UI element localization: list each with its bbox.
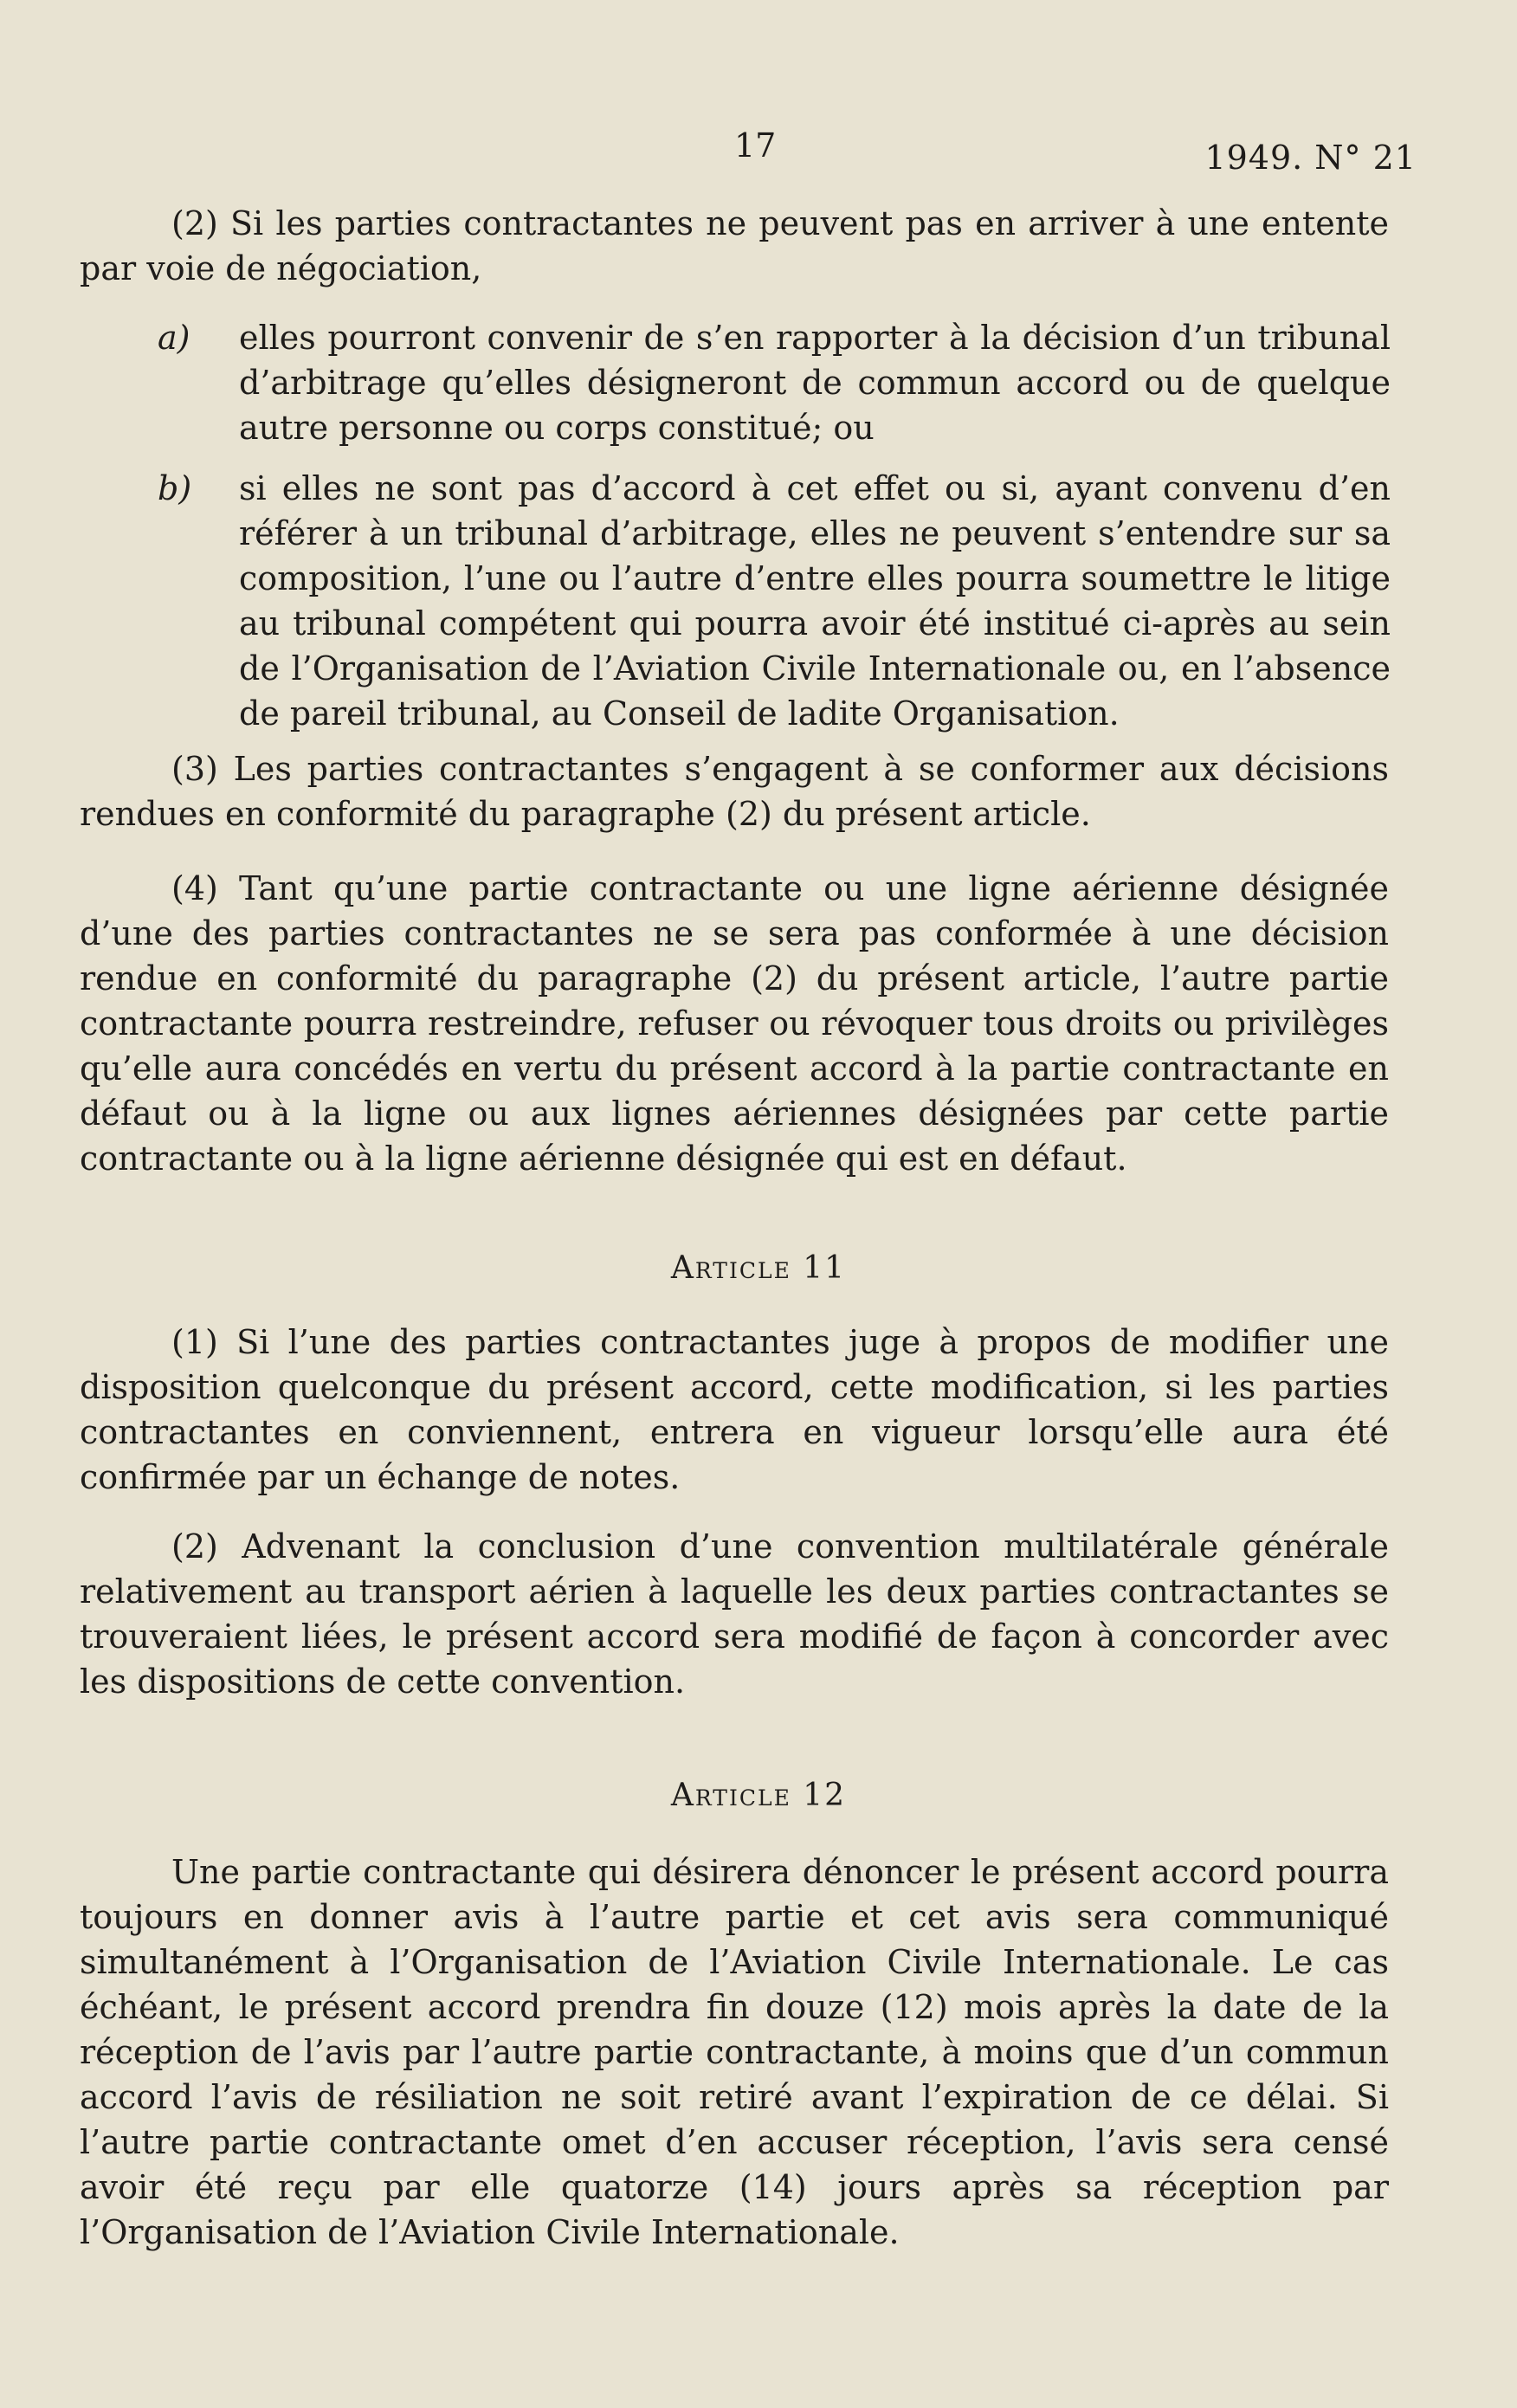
paragraph-3: (3) Les parties contractantes s’engagent à se conformer aux décisions rendues en conformité du paragraphe (2) du présent article. (80, 750, 1389, 833)
item-text-a: elles pourront convenir de s’en rapporter à la décision d’un tribunal d’arbitrage qu’elles désigneront de commun accord ou de quelque autre personne ou corps constitué; ou (239, 319, 1391, 447)
article-11-paragraph-2: (2) Advenant la conclusion d’une convention multilatérale générale relativement au transport aérien à laquelle les deux parties contractantes se trouveraient liées, le présent accord sera modifié de façon à concorder avec les dispositions de cette convention. (80, 1527, 1389, 1701)
article-11-paragraph-1: (1) Si l’une des parties contractantes juge à propos de modifier une disposition quelconque du présent accord, cette modification, si les parties contractantes en conviennent, entrera en vigueur lorsqu’elle aura été confirmée par un échange de notes. (80, 1323, 1389, 1496)
page-number: 17 (734, 126, 777, 165)
article-12-paragraph-1: Une partie contractante qui désirera dénoncer le présent accord pourra toujours en donner avis à l’autre partie et cet avis sera communiqué simultanément à l’Organisation de l’Aviation Civile Internationale. Le cas échéant, le présent accord prendra fin douze (12) mois après la date de la réception de l’avis par l’autre partie contractante, à moins que d’un commun accord l’avis de résiliation ne soit retiré avant l’expiration de ce délai. Si l’autre partie contractante omet d’en accuser réception, l’avis sera censé avoir été reçu par elle quatorze (14) jours après sa réception par l’Organisation de l’Aviation Civile Internationale. (80, 1853, 1389, 2251)
paragraph-2-item-a (158, 315, 1391, 450)
item-text-b: si elles ne sont pas d’accord à cet effet ou si, ayant convenu d’en référer à un tribunal d’arbitrage, elles ne peuvent s’entendre sur sa composition, l’une ou l’autre d’entre elles pourra soumettre le litige au tribunal compétent qui pourra avoir été institué ci-après au sein de l’Organisation de l’Aviation Civile Internationale ou, en l’absence de pareil tribunal, au Conseil de ladite Organisation. (239, 469, 1391, 733)
article-11-heading: Article 11 (670, 1250, 847, 1286)
paragraph-2-intro: (2) Si les parties contractantes ne peuvent pas en arriver à une entente par voie de négociation, (80, 204, 1389, 287)
article-12-heading: Article 12 (670, 1778, 847, 1813)
paragraph-4: (4) Tant qu’une partie contractante ou une ligne aérienne désignée d’une des parties contractantes ne se sera pas conformée à une décision rendue en conformité du paragraphe (2) du présent article, l’autre partie contractante pourra restreindre, refuser ou révoquer tous droits ou privilèges qu’elle aura concédés en vertu du présent accord à la partie contractante en défaut ou à la ligne ou aux lignes aériennes désignées par cette partie contractante ou à la ligne aérienne désignée qui est en défaut. (80, 869, 1389, 1178)
paragraph-2-item-b (158, 466, 1391, 736)
document-reference: 1949. N° 21 (1204, 139, 1417, 177)
item-label-a: a) (158, 319, 190, 357)
item-label-b: b) (158, 469, 192, 507)
